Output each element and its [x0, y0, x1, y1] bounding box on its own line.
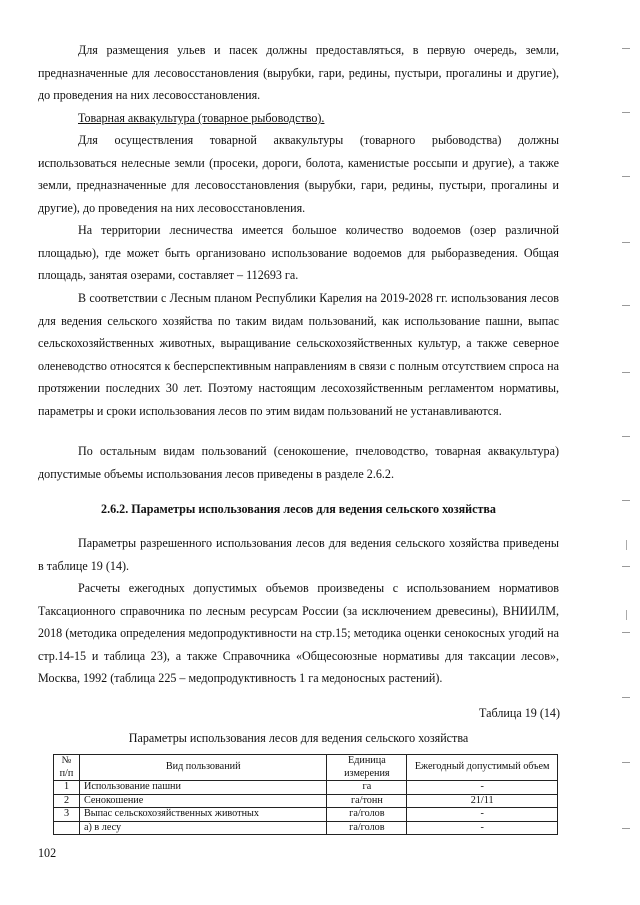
scan-edge-mark: [622, 242, 630, 243]
scan-edge-mark: [622, 697, 630, 698]
row-type: Выпас сельскохозяйственных животных: [79, 808, 326, 822]
paragraph-calculations: Расчеты ежегодных допустимых объемов произведены с использованием нормативов Таксационного справочника по лесным ресурсам России (за исключением древесины), ВНИИЛМ, 2018 (методика определения медопродуктивности на стр.15; методика оценки сенокосных угодий на стр.14-15 и таблица 23), а также Справочника «Общесоюзные нормативы для таксации лесов», Москва, 1992 (таблица 225 – медопродуктивность 1 га медоносных растений).: [38, 581, 559, 685]
row-volume: -: [407, 821, 558, 835]
table-row: [54, 794, 558, 808]
paragraph-aquaculture-subtitle: [38, 107, 559, 130]
scan-edge-mark: [626, 610, 627, 620]
row-type: а) в лесу: [79, 821, 326, 835]
page-number: 102: [38, 846, 57, 860]
table-caption: Таблица 19 (14): [479, 706, 560, 720]
scan-edge-mark: [622, 436, 630, 437]
row-num: 3: [54, 808, 80, 822]
paragraph-parameters: Параметры разрешенного использования лесов для ведения сельского хозяйства приведены в таблице 19 (14).: [38, 536, 559, 573]
scan-edge-mark: [622, 372, 630, 373]
scan-edge-mark: [622, 762, 630, 763]
table-row: [54, 808, 558, 822]
scan-edge-mark: [622, 828, 630, 829]
row-unit: га/голов: [327, 808, 407, 822]
row-num: 1: [54, 781, 80, 795]
table-row: [54, 821, 558, 835]
scan-edge-mark: [622, 48, 630, 49]
table-header-row: [54, 755, 558, 781]
table-row: [54, 781, 558, 795]
scan-edge-mark: [622, 566, 630, 567]
row-volume: -: [407, 781, 558, 795]
paragraph-water-bodies: На территории лесничества имеется большое количество водоемов (озер различной площадью), где может быть организовано использование водоемов для рыборазведения. Общая площадь, занятая озерами, составляет – 112693 га.: [38, 223, 559, 282]
row-volume: -: [407, 808, 558, 822]
scan-edge-mark: [622, 176, 630, 177]
header-unit: Единица измерения: [327, 755, 407, 781]
parameters-table: [53, 754, 558, 835]
row-volume: 21/11: [407, 794, 558, 808]
row-num: [54, 821, 80, 835]
row-unit: га: [327, 781, 407, 795]
paragraph-beekeeping-lands: Для размещения ульев и пасек должны предоставляться, в первую очередь, земли, предназначенные для лесовосстановления (вырубки, гари, редины, пустыри, прогалины и другие), до проведения на них лесовосстановления.: [38, 43, 559, 102]
row-type: Сенокошение: [79, 794, 326, 808]
paragraph-aquaculture-lands: Для осуществления товарной аквакультуры (товарного рыбоводства) должны использоваться нелесные земли (просеки, дороги, болота, каменистые россыпи и другие), а также земли, предназначенные для лесовосстановления (вырубки, гари, редины, пустыри, прогалины и другие), до проведения на них лесовосстановления.: [38, 133, 559, 215]
scan-edge-mark: [622, 632, 630, 633]
scan-edge-mark: [622, 305, 630, 306]
paragraph-forest-plan: В соответствии с Лесным планом Республики Карелия на 2019-2028 гг. использования лесов для ведения сельского хозяйства по таким видам пользований, как использование пашни, выпас сельскохозяйственных животных, выращивание сельскохозяйственных культур, а также северное оленеводство относятся к бесперспективным направлениям в связи с полным отсутствием спроса на протяжении последних 30 лет. Поэтому настоящим лесохозяйственным регламентом нормативы, параметры и сроки использования лесов по этим видам пользований не устанавливаются.: [38, 291, 559, 418]
row-type: Использование пашни: [79, 781, 326, 795]
header-type: Вид пользований: [79, 755, 326, 781]
scan-edge-mark: [622, 500, 630, 501]
header-num: № п/п: [54, 755, 80, 781]
scan-edge-mark: [622, 112, 630, 113]
table-title: Параметры использования лесов для ведения сельского хозяйства: [128, 731, 469, 745]
row-num: 2: [54, 794, 80, 808]
scan-edge-mark: [626, 540, 627, 550]
aquaculture-subtitle: Товарная аквакультура (товарное рыбоводство).: [78, 111, 325, 125]
row-unit: га/тонн: [327, 794, 407, 808]
paragraph-other-uses: По остальным видам пользований (сенокошение, пчеловодство, товарная аквакультура) допустимые объемы использования лесов приведены в разделе 2.6.2.: [38, 444, 559, 481]
section-heading: 2.6.2. Параметры использования лесов для ведения сельского хозяйства: [101, 502, 496, 516]
row-unit: га/голов: [327, 821, 407, 835]
header-volume: Ежегодный допустимый объем: [407, 755, 558, 781]
